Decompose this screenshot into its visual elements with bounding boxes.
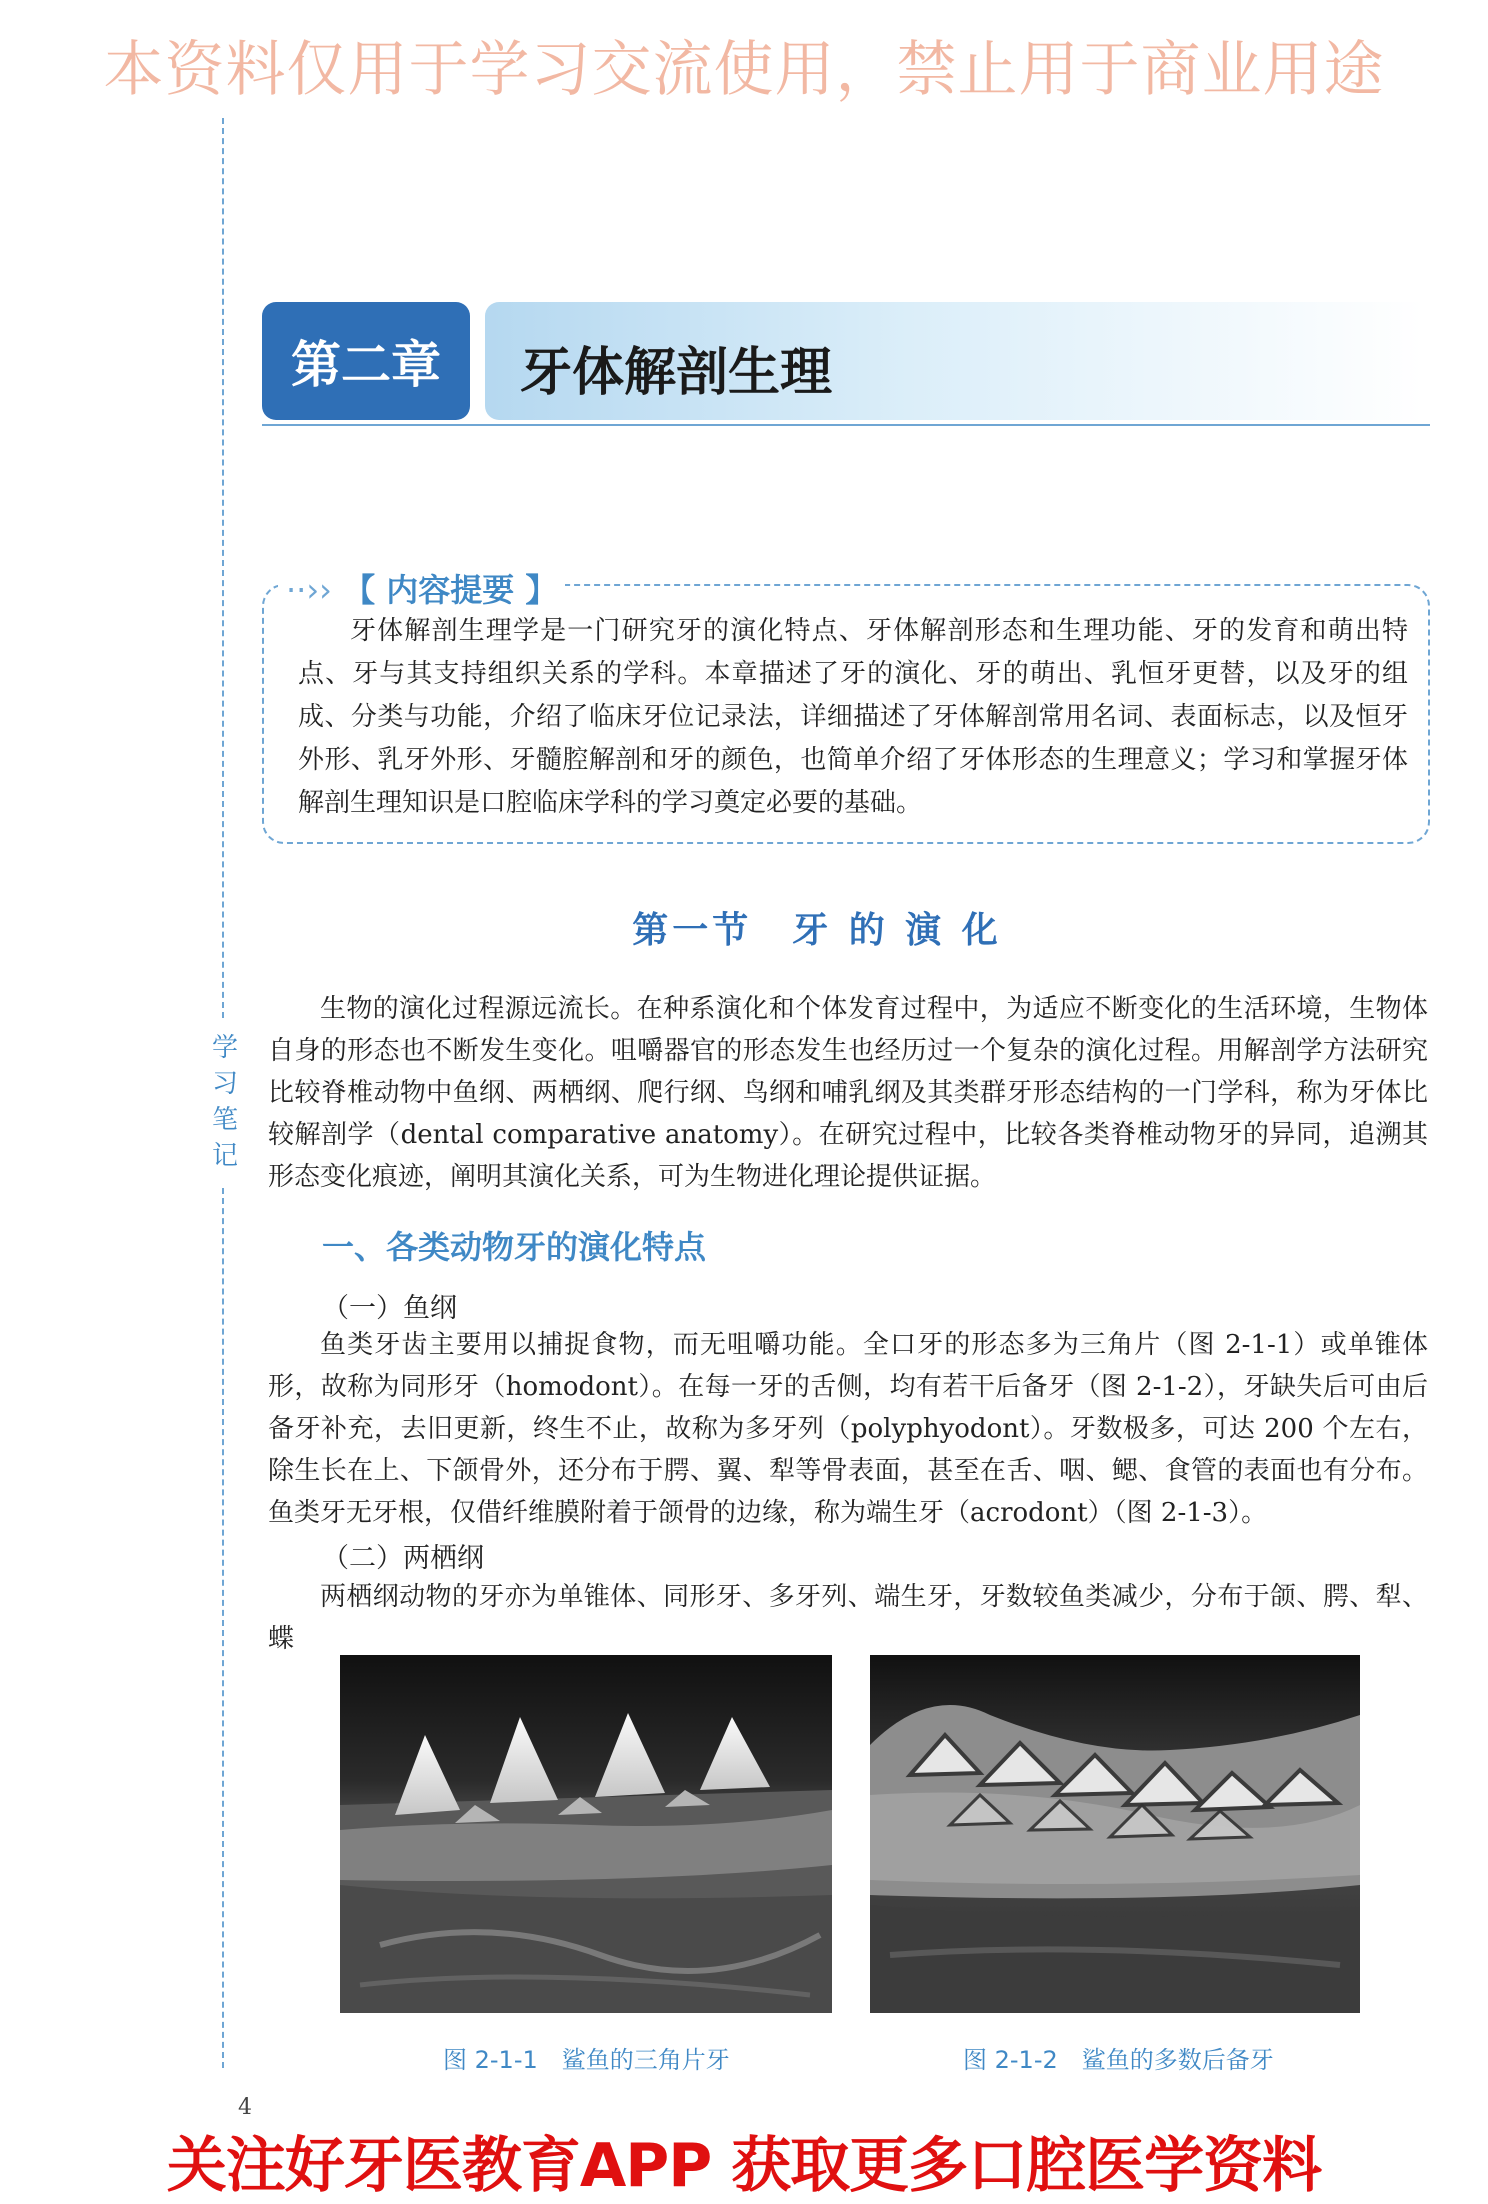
margin-dashed-rule-top	[222, 118, 224, 1018]
shark-jaw-photo	[870, 1655, 1360, 2013]
chapter-number-badge: 第二章	[262, 302, 470, 420]
margin-note-char: 笔	[211, 1105, 238, 1135]
paragraph-evolution-intro: 生物的演化过程源远流长。在种系演化和个体发育过程中，为适应不断变化的生活环境，生物体自身的形态也不断发生变化。咀嚼器官的形态发生也经历过一个复杂的演化过程。用解剖学方法研究比较脊椎动物中鱼纲、两栖纲、爬行纲、鸟纲和哺乳纲及其类群牙形态结构的一门学科，称为牙体比较解剖学（dental comparative anatomy）。在研究过程中，比较各类脊椎动物牙的异同，追溯其形态变化痕迹，阐明其演化关系，可为生物进化理论提供证据。	[268, 994, 1428, 1192]
margin-note-char: 习	[211, 1069, 238, 1099]
double-chevron-icon: ··››	[286, 571, 332, 609]
top-watermark: 本资料仅用于学习交流使用，禁止用于商业用途	[103, 35, 1385, 105]
chapter-title: 牙体解剖生理	[520, 343, 833, 403]
paragraph-fish: 鱼类牙齿主要用以捕捉食物，而无咀嚼功能。全口牙的形态多为三角片（图 2-1-1）或单锥体形，故称为同形牙（homodont）。在每一牙的舌侧，均有若干后备牙（图 2-1-2），牙缺失后可由后备牙补充，去旧更新，终生不止，故称为多牙列（polyphyodont）。牙数极多，可达 200 个左右，除生长在上、下颌骨外，还分布于腭、翼、犁等骨表面，甚至在舌、咽、鳃、食管的表面也有分布。鱼类牙无牙根，仅借纤维膜附着于颌骨的边缘，称为端生牙（acrodont）（图 2-1-3）。	[268, 1330, 1428, 1528]
bottom-watermark: 关注好牙医教育APP 获取更多口腔医学资料	[166, 2131, 1322, 2201]
figure-shark-triangular-teeth	[340, 1655, 832, 2013]
summary-label	[278, 565, 565, 611]
shark-teeth-photo	[340, 1655, 832, 2013]
margin-note-char: 学	[211, 1033, 238, 1063]
margin-note-char: 记	[211, 1141, 238, 1171]
summary-text: 牙体解剖生理学是一门研究牙的演化特点、牙体解剖形态和生理功能、牙的发育和萌出特点、牙与其支持组织关系的学科。本章描述了牙的演化、牙的萌出、乳恒牙更替，以及牙的组成、分类与功能，介绍了临床牙位记录法，详细描述了牙体解剖常用名词、表面标志，以及恒牙外形、乳牙外形、牙髓腔解剖和牙的颜色，也简单介绍了牙体形态的生理意义；学习和掌握牙体解剖生理知识是口腔临床学科的学习奠定必要的基础。	[298, 616, 1408, 818]
summary-label-text: 【 内容提要 】	[343, 571, 558, 609]
heading-animal-teeth-evolution: 一、各类动物牙的演化特点	[322, 1228, 707, 1266]
subheading-amphibians: （二）两栖纲	[322, 1543, 484, 1574]
page-number: 4	[238, 2095, 252, 2120]
figure-shark-replacement-teeth	[870, 1655, 1360, 2013]
figure-2-caption: 图 2-1-2 鲨鱼的多数后备牙	[963, 2046, 1274, 2074]
figure-1-caption: 图 2-1-1 鲨鱼的三角片牙	[443, 2046, 730, 2074]
subheading-fish: （一）鱼纲	[322, 1293, 457, 1324]
section-title: 第一节 牙 的 演 化	[632, 909, 1002, 951]
chapter-divider	[262, 424, 1430, 426]
paragraph-amphibians: 两栖纲动物的牙亦为单锥体、同形牙、多牙列、端生牙，牙数较鱼类减少，分布于颌、腭、犁、蝶	[268, 1582, 1428, 1654]
margin-dashed-rule-bottom	[222, 1188, 224, 2068]
study-notes-margin-label	[210, 1030, 240, 1174]
